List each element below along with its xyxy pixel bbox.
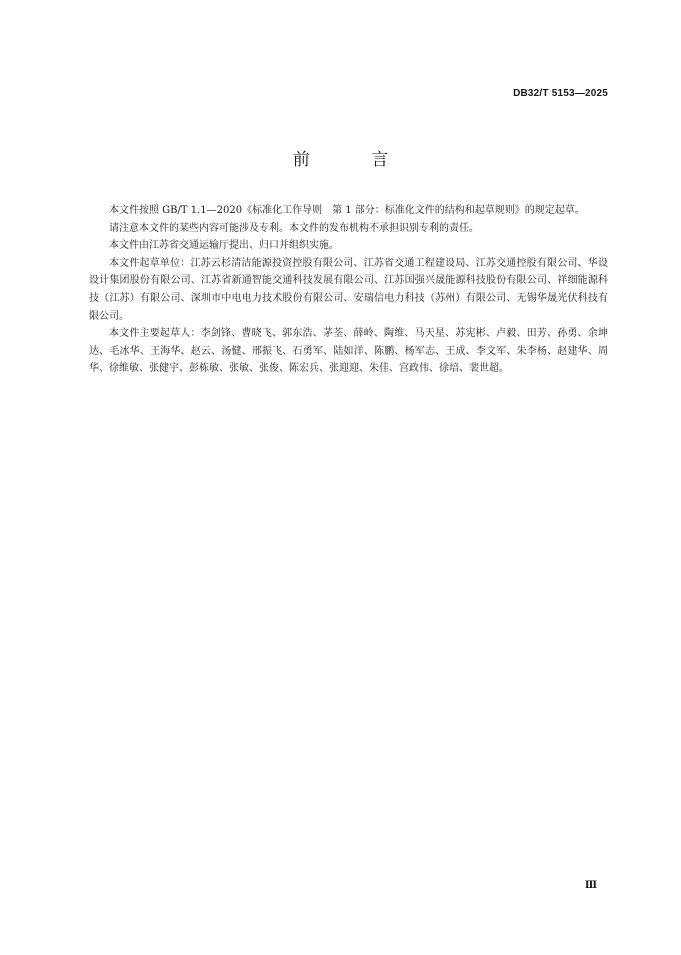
paragraph-drafters: 本文件主要起草人：李剑锋、曹晓飞、郭东浩、茅荃、薛岭、陶维、马天星、苏宪彬、卢毅、田芳、孙勇、余坤达、毛冰华、王海华、赵云、汤健、邢振飞、石勇军、陆如洋、陈鹏、杨军志、王成、李文军、朱李杨、赵建华、周华、徐维敏、张健宇、彭栋敏、张敏、张俊、陈宏兵、张迎迎、朱佳、宫政伟、徐培、裴世超。 [89,328,608,375]
standard-code: DB32/T 5153—2025 [513,88,608,99]
paragraph-drafting-units: 本文件起草单位：江苏云杉清洁能源投资控股有限公司、江苏省交通工程建设局、江苏交通控股有限公司、华设设计集团股份有限公司、江苏省新通智能交通科技发展有限公司、江苏国强兴晟能源科技股份有限公司、祥细能源科技（江苏）有限公司、深圳市中电电力技术股份有限公司、安瑞信电力科技（苏州）有限公司、无锡华晟光伏科技有限公司。 [89,257,608,322]
paragraph-patent-notice: 请注意本文件的某些内容可能涉及专利。本文件的发布机构不承担识别专利的责任。 [109,222,479,234]
paragraph-proposer: 本文件由江苏省交通运输厅提出、归口并组织实施。 [109,240,339,252]
page-number: Ⅲ [584,880,597,891]
foreword-body [89,202,608,378]
page-title: 前 言 [292,150,417,170]
paragraph-drafting-basis: 本文件按照 GB/T 1.1—2020《标准化工作导则 第 1 部分：标准化文件的结构和起草规则》的规定起草。 [109,205,585,216]
